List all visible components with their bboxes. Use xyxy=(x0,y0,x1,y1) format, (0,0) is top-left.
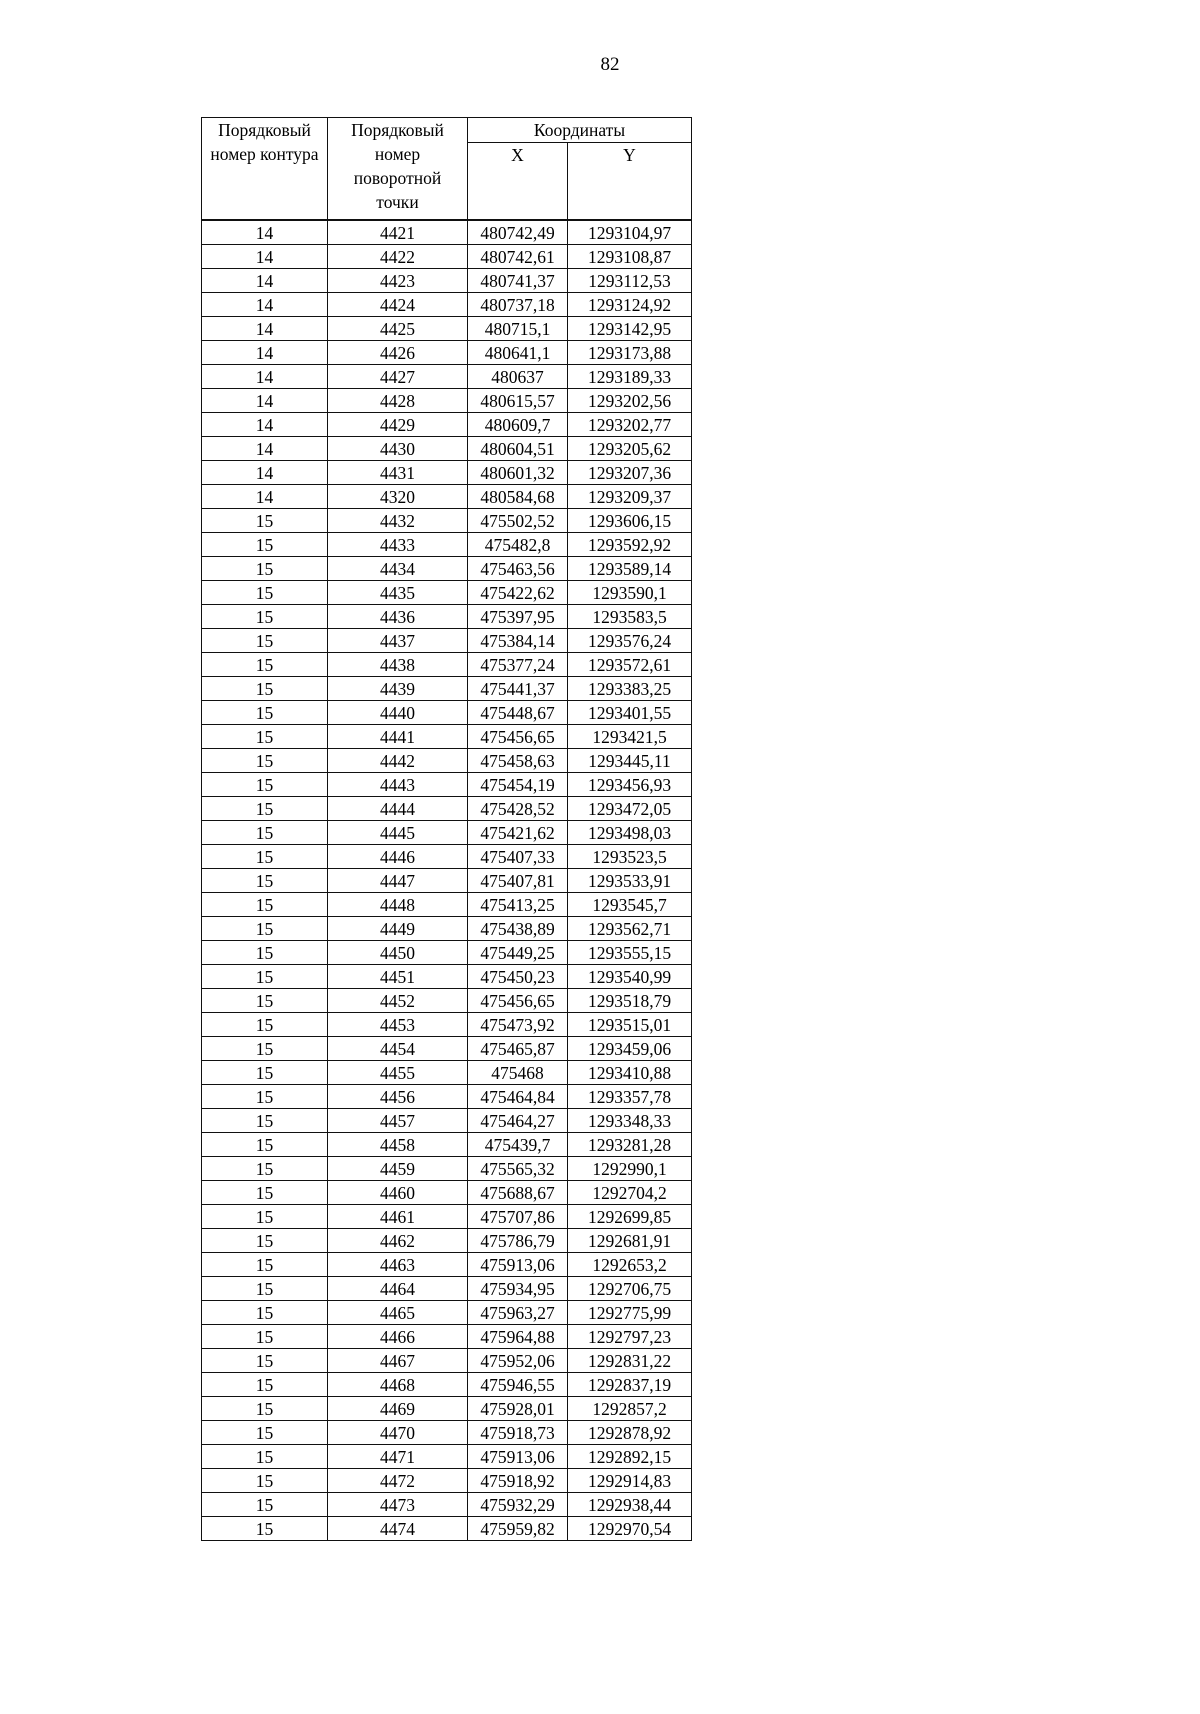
cell-y: 1293104,97 xyxy=(568,220,692,245)
cell-y: 1292681,91 xyxy=(568,1229,692,1253)
cell-contour-number: 15 xyxy=(202,869,328,893)
cell-point-number: 4440 xyxy=(328,701,468,725)
cell-contour-number: 15 xyxy=(202,701,328,725)
cell-contour-number: 15 xyxy=(202,1469,328,1493)
cell-y: 1293572,61 xyxy=(568,653,692,677)
cell-point-number: 4464 xyxy=(328,1277,468,1301)
cell-contour-number: 15 xyxy=(202,1205,328,1229)
cell-point-number: 4473 xyxy=(328,1493,468,1517)
cell-contour-number: 15 xyxy=(202,1181,328,1205)
cell-y: 1292970,54 xyxy=(568,1517,692,1541)
cell-point-number: 4422 xyxy=(328,245,468,269)
table-row xyxy=(202,413,692,437)
cell-x: 475934,95 xyxy=(468,1277,568,1301)
cell-x: 475964,88 xyxy=(468,1325,568,1349)
table-header xyxy=(202,118,692,221)
table-row xyxy=(202,1037,692,1061)
cell-contour-number: 15 xyxy=(202,893,328,917)
cell-x: 480637 xyxy=(468,365,568,389)
cell-y: 1293383,25 xyxy=(568,677,692,701)
cell-x: 475377,24 xyxy=(468,653,568,677)
cell-contour-number: 15 xyxy=(202,1517,328,1541)
cell-y: 1292857,2 xyxy=(568,1397,692,1421)
cell-contour-number: 15 xyxy=(202,509,328,533)
cell-contour-number: 14 xyxy=(202,413,328,437)
cell-x: 480584,68 xyxy=(468,485,568,509)
table-row xyxy=(202,293,692,317)
table-row xyxy=(202,220,692,245)
cell-x: 475449,25 xyxy=(468,941,568,965)
cell-x: 475407,33 xyxy=(468,845,568,869)
cell-x: 480641,1 xyxy=(468,341,568,365)
cell-contour-number: 15 xyxy=(202,1061,328,1085)
cell-x: 475946,55 xyxy=(468,1373,568,1397)
cell-point-number: 4452 xyxy=(328,989,468,1013)
cell-point-number: 4433 xyxy=(328,533,468,557)
table-row xyxy=(202,1277,692,1301)
table-row xyxy=(202,965,692,989)
table-row xyxy=(202,1373,692,1397)
table-row xyxy=(202,1325,692,1349)
cell-contour-number: 15 xyxy=(202,1229,328,1253)
cell-y: 1293589,14 xyxy=(568,557,692,581)
cell-point-number: 4456 xyxy=(328,1085,468,1109)
cell-contour-number: 15 xyxy=(202,1349,328,1373)
cell-point-number: 4450 xyxy=(328,941,468,965)
cell-x: 475482,8 xyxy=(468,533,568,557)
cell-y: 1293357,78 xyxy=(568,1085,692,1109)
cell-contour-number: 14 xyxy=(202,389,328,413)
cell-y: 1293576,24 xyxy=(568,629,692,653)
cell-contour-number: 14 xyxy=(202,269,328,293)
cell-point-number: 4457 xyxy=(328,1109,468,1133)
cell-y: 1293108,87 xyxy=(568,245,692,269)
cell-y: 1293533,91 xyxy=(568,869,692,893)
cell-y: 1293523,5 xyxy=(568,845,692,869)
cell-point-number: 4460 xyxy=(328,1181,468,1205)
table-row xyxy=(202,1157,692,1181)
cell-y: 1293472,05 xyxy=(568,797,692,821)
cell-contour-number: 15 xyxy=(202,917,328,941)
table-row xyxy=(202,917,692,941)
cell-y: 1292699,85 xyxy=(568,1205,692,1229)
coordinates-table xyxy=(201,117,692,1541)
cell-x: 480604,51 xyxy=(468,437,568,461)
cell-x: 475918,73 xyxy=(468,1421,568,1445)
cell-contour-number: 15 xyxy=(202,1421,328,1445)
table-row xyxy=(202,365,692,389)
cell-point-number: 4432 xyxy=(328,509,468,533)
cell-contour-number: 14 xyxy=(202,293,328,317)
cell-y: 1292704,2 xyxy=(568,1181,692,1205)
cell-y: 1292706,75 xyxy=(568,1277,692,1301)
cell-point-number: 4429 xyxy=(328,413,468,437)
table-row xyxy=(202,1013,692,1037)
cell-x: 480737,18 xyxy=(468,293,568,317)
table-row xyxy=(202,653,692,677)
cell-contour-number: 15 xyxy=(202,1397,328,1421)
cell-point-number: 4470 xyxy=(328,1421,468,1445)
cell-y: 1292831,22 xyxy=(568,1349,692,1373)
cell-x: 475441,37 xyxy=(468,677,568,701)
cell-point-number: 4462 xyxy=(328,1229,468,1253)
cell-x: 475565,32 xyxy=(468,1157,568,1181)
cell-contour-number: 15 xyxy=(202,533,328,557)
cell-contour-number: 15 xyxy=(202,725,328,749)
cell-point-number: 4449 xyxy=(328,917,468,941)
cell-x: 475473,92 xyxy=(468,1013,568,1037)
cell-point-number: 4421 xyxy=(328,220,468,245)
table-row xyxy=(202,725,692,749)
cell-x: 475952,06 xyxy=(468,1349,568,1373)
table-row xyxy=(202,605,692,629)
cell-point-number: 4434 xyxy=(328,557,468,581)
table-row xyxy=(202,989,692,1013)
table-row xyxy=(202,1469,692,1493)
cell-contour-number: 14 xyxy=(202,485,328,509)
header-contour-number: Порядковый номер контура xyxy=(202,118,328,221)
cell-contour-number: 15 xyxy=(202,1157,328,1181)
cell-contour-number: 15 xyxy=(202,1373,328,1397)
cell-contour-number: 15 xyxy=(202,1037,328,1061)
cell-y: 1293410,88 xyxy=(568,1061,692,1085)
cell-y: 1292938,44 xyxy=(568,1493,692,1517)
cell-contour-number: 14 xyxy=(202,437,328,461)
cell-x: 475502,52 xyxy=(468,509,568,533)
cell-x: 475458,63 xyxy=(468,749,568,773)
cell-y: 1293202,56 xyxy=(568,389,692,413)
table-row xyxy=(202,1061,692,1085)
cell-x: 475959,82 xyxy=(468,1517,568,1541)
cell-x: 475448,67 xyxy=(468,701,568,725)
cell-contour-number: 15 xyxy=(202,1013,328,1037)
table-row xyxy=(202,485,692,509)
cell-contour-number: 15 xyxy=(202,629,328,653)
table-row xyxy=(202,1421,692,1445)
cell-y: 1292653,2 xyxy=(568,1253,692,1277)
cell-contour-number: 14 xyxy=(202,365,328,389)
table-row xyxy=(202,677,692,701)
cell-contour-number: 14 xyxy=(202,461,328,485)
table-row xyxy=(202,1205,692,1229)
cell-point-number: 4428 xyxy=(328,389,468,413)
cell-y: 1293189,33 xyxy=(568,365,692,389)
cell-contour-number: 15 xyxy=(202,1277,328,1301)
cell-point-number: 4427 xyxy=(328,365,468,389)
cell-contour-number: 15 xyxy=(202,845,328,869)
cell-x: 475688,67 xyxy=(468,1181,568,1205)
table-row xyxy=(202,701,692,725)
table-row xyxy=(202,557,692,581)
cell-point-number: 4430 xyxy=(328,437,468,461)
cell-x: 480742,49 xyxy=(468,220,568,245)
cell-contour-number: 15 xyxy=(202,653,328,677)
cell-y: 1293124,92 xyxy=(568,293,692,317)
cell-contour-number: 15 xyxy=(202,1325,328,1349)
cell-point-number: 4466 xyxy=(328,1325,468,1349)
cell-x: 475918,92 xyxy=(468,1469,568,1493)
cell-contour-number: 15 xyxy=(202,941,328,965)
header-x: X xyxy=(468,143,568,221)
table-row xyxy=(202,437,692,461)
cell-point-number: 4442 xyxy=(328,749,468,773)
cell-y: 1292878,92 xyxy=(568,1421,692,1445)
cell-x: 480742,61 xyxy=(468,245,568,269)
cell-point-number: 4426 xyxy=(328,341,468,365)
table-row xyxy=(202,245,692,269)
cell-contour-number: 14 xyxy=(202,220,328,245)
cell-point-number: 4471 xyxy=(328,1445,468,1469)
cell-x: 480609,7 xyxy=(468,413,568,437)
cell-x: 475464,27 xyxy=(468,1109,568,1133)
cell-y: 1293281,28 xyxy=(568,1133,692,1157)
cell-point-number: 4446 xyxy=(328,845,468,869)
cell-x: 475913,06 xyxy=(468,1445,568,1469)
cell-contour-number: 15 xyxy=(202,1253,328,1277)
cell-y: 1293545,7 xyxy=(568,893,692,917)
cell-x: 475450,23 xyxy=(468,965,568,989)
table-row xyxy=(202,269,692,293)
header-coordinates: Координаты xyxy=(468,118,692,143)
cell-x: 475384,14 xyxy=(468,629,568,653)
cell-x: 475963,27 xyxy=(468,1301,568,1325)
cell-contour-number: 14 xyxy=(202,317,328,341)
table-row xyxy=(202,317,692,341)
table-row xyxy=(202,869,692,893)
cell-y: 1293459,06 xyxy=(568,1037,692,1061)
cell-point-number: 4469 xyxy=(328,1397,468,1421)
table-row xyxy=(202,1517,692,1541)
cell-point-number: 4437 xyxy=(328,629,468,653)
cell-y: 1293348,33 xyxy=(568,1109,692,1133)
cell-y: 1293456,93 xyxy=(568,773,692,797)
cell-point-number: 4467 xyxy=(328,1349,468,1373)
cell-y: 1293518,79 xyxy=(568,989,692,1013)
cell-contour-number: 15 xyxy=(202,1133,328,1157)
cell-contour-number: 15 xyxy=(202,581,328,605)
cell-x: 475465,87 xyxy=(468,1037,568,1061)
cell-point-number: 4447 xyxy=(328,869,468,893)
table-row xyxy=(202,941,692,965)
table-row xyxy=(202,1493,692,1517)
cell-contour-number: 14 xyxy=(202,341,328,365)
header-point-number: Порядковый номер поворотной точки xyxy=(328,118,468,221)
cell-y: 1293540,99 xyxy=(568,965,692,989)
cell-contour-number: 15 xyxy=(202,821,328,845)
cell-contour-number: 15 xyxy=(202,773,328,797)
cell-point-number: 4435 xyxy=(328,581,468,605)
table-row xyxy=(202,1445,692,1469)
cell-contour-number: 15 xyxy=(202,677,328,701)
cell-y: 1293583,5 xyxy=(568,605,692,629)
table-row xyxy=(202,893,692,917)
cell-y: 1292914,83 xyxy=(568,1469,692,1493)
cell-point-number: 4445 xyxy=(328,821,468,845)
cell-contour-number: 15 xyxy=(202,605,328,629)
cell-point-number: 4320 xyxy=(328,485,468,509)
cell-x: 475913,06 xyxy=(468,1253,568,1277)
cell-x: 475456,65 xyxy=(468,725,568,749)
cell-y: 1293207,36 xyxy=(568,461,692,485)
cell-point-number: 4465 xyxy=(328,1301,468,1325)
table-row xyxy=(202,1181,692,1205)
cell-y: 1293209,37 xyxy=(568,485,692,509)
table-row xyxy=(202,1253,692,1277)
cell-contour-number: 14 xyxy=(202,245,328,269)
table-row xyxy=(202,1349,692,1373)
cell-x: 475428,52 xyxy=(468,797,568,821)
cell-y: 1293445,11 xyxy=(568,749,692,773)
cell-y: 1292837,19 xyxy=(568,1373,692,1397)
cell-point-number: 4438 xyxy=(328,653,468,677)
cell-x: 480615,57 xyxy=(468,389,568,413)
cell-contour-number: 15 xyxy=(202,1301,328,1325)
cell-point-number: 4425 xyxy=(328,317,468,341)
cell-y: 1293555,15 xyxy=(568,941,692,965)
cell-point-number: 4461 xyxy=(328,1205,468,1229)
cell-x: 475707,86 xyxy=(468,1205,568,1229)
cell-y: 1293515,01 xyxy=(568,1013,692,1037)
cell-x: 480715,1 xyxy=(468,317,568,341)
cell-y: 1293173,88 xyxy=(568,341,692,365)
table-row xyxy=(202,797,692,821)
table-row xyxy=(202,1109,692,1133)
cell-point-number: 4463 xyxy=(328,1253,468,1277)
cell-x: 475439,7 xyxy=(468,1133,568,1157)
cell-x: 475464,84 xyxy=(468,1085,568,1109)
cell-point-number: 4455 xyxy=(328,1061,468,1085)
table-row xyxy=(202,1397,692,1421)
table-row xyxy=(202,533,692,557)
cell-contour-number: 15 xyxy=(202,797,328,821)
cell-x: 475397,95 xyxy=(468,605,568,629)
cell-x: 480741,37 xyxy=(468,269,568,293)
cell-point-number: 4423 xyxy=(328,269,468,293)
table-row xyxy=(202,629,692,653)
cell-contour-number: 15 xyxy=(202,989,328,1013)
table-row xyxy=(202,1133,692,1157)
cell-contour-number: 15 xyxy=(202,1109,328,1133)
cell-x: 475468 xyxy=(468,1061,568,1085)
table-row xyxy=(202,341,692,365)
table-row xyxy=(202,1085,692,1109)
header-y: Y xyxy=(568,143,692,221)
cell-x: 475422,62 xyxy=(468,581,568,605)
cell-y: 1293401,55 xyxy=(568,701,692,725)
cell-y: 1293142,95 xyxy=(568,317,692,341)
table-body xyxy=(202,220,692,1541)
cell-point-number: 4468 xyxy=(328,1373,468,1397)
cell-point-number: 4436 xyxy=(328,605,468,629)
cell-point-number: 4443 xyxy=(328,773,468,797)
cell-x: 475932,29 xyxy=(468,1493,568,1517)
cell-contour-number: 15 xyxy=(202,1445,328,1469)
cell-contour-number: 15 xyxy=(202,965,328,989)
cell-x: 475456,65 xyxy=(468,989,568,1013)
cell-x: 475407,81 xyxy=(468,869,568,893)
cell-x: 475463,56 xyxy=(468,557,568,581)
table-row xyxy=(202,773,692,797)
cell-point-number: 4458 xyxy=(328,1133,468,1157)
page-number: 82 xyxy=(600,54,620,75)
cell-y: 1293562,71 xyxy=(568,917,692,941)
cell-y: 1292892,15 xyxy=(568,1445,692,1469)
cell-point-number: 4454 xyxy=(328,1037,468,1061)
cell-x: 475454,19 xyxy=(468,773,568,797)
table-row xyxy=(202,581,692,605)
table-row xyxy=(202,821,692,845)
cell-x: 475413,25 xyxy=(468,893,568,917)
cell-point-number: 4453 xyxy=(328,1013,468,1037)
table-row xyxy=(202,1229,692,1253)
cell-y: 1292775,99 xyxy=(568,1301,692,1325)
cell-point-number: 4431 xyxy=(328,461,468,485)
cell-x: 475438,89 xyxy=(468,917,568,941)
cell-x: 475786,79 xyxy=(468,1229,568,1253)
cell-y: 1292990,1 xyxy=(568,1157,692,1181)
table-row xyxy=(202,461,692,485)
cell-contour-number: 15 xyxy=(202,557,328,581)
cell-y: 1293202,77 xyxy=(568,413,692,437)
cell-y: 1292797,23 xyxy=(568,1325,692,1349)
table-row xyxy=(202,845,692,869)
cell-point-number: 4424 xyxy=(328,293,468,317)
table-row xyxy=(202,509,692,533)
cell-x: 475928,01 xyxy=(468,1397,568,1421)
cell-contour-number: 15 xyxy=(202,1493,328,1517)
cell-point-number: 4472 xyxy=(328,1469,468,1493)
cell-point-number: 4459 xyxy=(328,1157,468,1181)
cell-point-number: 4439 xyxy=(328,677,468,701)
cell-x: 475421,62 xyxy=(468,821,568,845)
cell-point-number: 4448 xyxy=(328,893,468,917)
cell-y: 1293590,1 xyxy=(568,581,692,605)
cell-contour-number: 15 xyxy=(202,1085,328,1109)
table-row xyxy=(202,389,692,413)
cell-point-number: 4451 xyxy=(328,965,468,989)
table-row xyxy=(202,1301,692,1325)
cell-y: 1293205,62 xyxy=(568,437,692,461)
cell-y: 1293498,03 xyxy=(568,821,692,845)
cell-contour-number: 15 xyxy=(202,749,328,773)
cell-point-number: 4441 xyxy=(328,725,468,749)
cell-x: 480601,32 xyxy=(468,461,568,485)
cell-y: 1293606,15 xyxy=(568,509,692,533)
cell-y: 1293112,53 xyxy=(568,269,692,293)
table-row xyxy=(202,749,692,773)
cell-point-number: 4474 xyxy=(328,1517,468,1541)
cell-y: 1293592,92 xyxy=(568,533,692,557)
cell-point-number: 4444 xyxy=(328,797,468,821)
cell-y: 1293421,5 xyxy=(568,725,692,749)
